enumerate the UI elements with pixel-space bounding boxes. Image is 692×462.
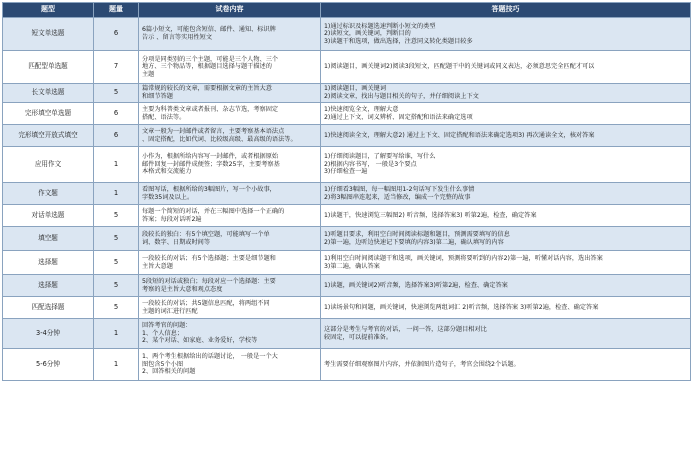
cell-tips bbox=[321, 183, 691, 205]
table-row bbox=[3, 84, 691, 103]
content-line: 告示 、留言等实用性短文 bbox=[142, 34, 213, 41]
cell-tips bbox=[321, 51, 691, 84]
content-line: 看图写话，根据所给的3幅图片，写一个小故事， bbox=[142, 185, 276, 193]
tips-line: 2)阅读文章，找出与题目相关的句子，并仔细阅读上下文 bbox=[324, 93, 479, 100]
content-line: 篇常规的较长的文章，需要根据文章的主旨大意 bbox=[142, 85, 272, 93]
tips-line: 2)第一遍，边听边快速记下要填的内容3)第二遍，确认填写的内容 bbox=[324, 238, 504, 246]
cell-type: 选择题 bbox=[3, 275, 94, 297]
header-type: 题型 bbox=[3, 3, 94, 18]
cell-count: 1 bbox=[94, 349, 139, 381]
cell-type: 匹配型单选题 bbox=[3, 51, 94, 84]
cell-tips bbox=[321, 319, 691, 349]
content-line: 和细节答题 bbox=[142, 93, 173, 100]
header-tips: 答题技巧 bbox=[321, 3, 691, 18]
content-line: 考察的是主旨大意和观点态度 bbox=[142, 285, 223, 293]
tips-line: 1)仔细阅读题目，了解要写给谁，写什么 bbox=[324, 153, 436, 161]
content-line: 2、某个对话、如家庭、业务爱好，学校等 bbox=[142, 337, 258, 345]
content-line: 2、回答相关的问题 bbox=[142, 368, 196, 376]
cell-content bbox=[139, 51, 321, 84]
cell-type: 长文单选题 bbox=[3, 84, 94, 103]
cell-content bbox=[139, 275, 321, 297]
content-line: 、固定搭配，比如代词、比较级高级、最高级的语法等。 bbox=[142, 135, 297, 143]
cell-count: 5 bbox=[94, 297, 139, 319]
content-line: 分项是同类别的三个主题，可能是三个人物、三个 bbox=[142, 55, 279, 63]
header-row bbox=[3, 3, 691, 18]
content-line: 主要为科普类文章或者报刊、杂志节选，考察固定 bbox=[142, 105, 279, 113]
table-row bbox=[3, 205, 691, 227]
cell-count: 5 bbox=[94, 205, 139, 227]
cell-content bbox=[139, 18, 321, 51]
content-line: 地方、三个物品等，根据题目选择与题干描述的 bbox=[142, 63, 272, 71]
cell-type: 应用作文 bbox=[3, 147, 94, 183]
table-row bbox=[3, 147, 691, 183]
tips-line: 考生需要仔细观察图片内容，并依据图片造句子，考官会围绕2个话题。 bbox=[324, 360, 520, 368]
cell-content bbox=[139, 103, 321, 125]
cell-count: 5 bbox=[94, 275, 139, 297]
tips-line: 1)仔细看3幅图，每一幅图用1-2句话写下发生什么事情 bbox=[324, 185, 475, 193]
tips-line: 2)根据内容书写， 一般是3个要点 bbox=[324, 160, 417, 168]
tips-line: 1)阅读题目，画关键词2)阅读3段短文，匹配题干中的关键词或同义表达，必须意思完全匹配才可以 bbox=[324, 63, 595, 71]
content-line: 主题的词汇进行匹配 bbox=[142, 307, 198, 315]
exam-table-wrapper bbox=[2, 2, 690, 381]
content-line: 小作为，根据所给内容写一封邮件，或者根据原始 bbox=[142, 153, 279, 161]
cell-tips bbox=[321, 125, 691, 147]
content-line: 1、个人信息； bbox=[142, 329, 184, 337]
table-row bbox=[3, 125, 691, 147]
content-line: 文章一般为一封邮件或者留言，主要考察基本语法点 bbox=[142, 127, 285, 135]
cell-content bbox=[139, 227, 321, 251]
cell-type: 短文单选题 bbox=[3, 18, 94, 51]
cell-count: 1 bbox=[94, 319, 139, 349]
table-row bbox=[3, 183, 691, 205]
content-line: 本格式和交流能力 bbox=[142, 168, 192, 176]
tips-line: 2)通过上下文、词义辨析、固定搭配和语法来确定选项 bbox=[324, 113, 473, 121]
content-line: 词、数字、日期或时间等 bbox=[142, 238, 211, 246]
cell-content bbox=[139, 297, 321, 319]
cell-content bbox=[139, 84, 321, 103]
tips-line: 1)快速阅读全文，理解大意2) 通过上下文、固定搭配和语法来确定选项3) 再次通读全文，核对答案 bbox=[324, 131, 595, 139]
tips-line: 3)第二遍，确认答案 bbox=[324, 262, 380, 270]
cell-content bbox=[139, 147, 321, 183]
content-line: 每题一个简短的对话，并在三幅图中选择一个正确的 bbox=[142, 207, 285, 215]
table-row bbox=[3, 18, 691, 51]
tips-line: 3)仔细检查一遍 bbox=[324, 168, 368, 176]
cell-tips bbox=[321, 103, 691, 125]
content-line: 一段较长的对话；共5题信息匹配，将两组不同 bbox=[142, 299, 270, 307]
cell-count: 1 bbox=[94, 183, 139, 205]
cell-type: 3-4分钟 bbox=[3, 319, 94, 349]
cell-tips bbox=[321, 251, 691, 275]
content-line: 6篇小短文，可能包含短信、邮件、通知、标识牌 bbox=[142, 26, 276, 34]
tips-line: 3)读题干和选项，做出选择，注意同义转化类题目较多 bbox=[324, 37, 473, 45]
content-line: 图包含5个小图 bbox=[142, 360, 184, 368]
tips-line: 1)读题，画关键词2)听音频，选择答案3)听第2遍，检查、确定答案 bbox=[324, 281, 508, 289]
cell-type: 对话单选题 bbox=[3, 205, 94, 227]
header-count: 题量 bbox=[94, 3, 139, 18]
content-line: 邮件回复一封邮件成便签；字数25字，主要考察基 bbox=[142, 160, 280, 168]
cell-type: 作文题 bbox=[3, 183, 94, 205]
cell-tips bbox=[321, 84, 691, 103]
tips-line: 1)读题干，快速浏览三幅图2) 听音频，选择答案3) 听第2遍，检查，确定答案 bbox=[324, 211, 537, 219]
content-line: 1、两个考生根据给出的话题讨论， 一般是一个大 bbox=[142, 353, 278, 361]
tips-line: 1)通过标识及标题选速判断小短文的类型 bbox=[324, 22, 436, 30]
tips-line: 1)听题目要求，利用空白时间阅读标题和题目，预测需要填写的信息 bbox=[324, 230, 510, 238]
cell-content bbox=[139, 183, 321, 205]
table-row bbox=[3, 251, 691, 275]
cell-tips bbox=[321, 147, 691, 183]
tips-line: 较固定，可以提前准备。 bbox=[324, 333, 393, 341]
cell-count: 5 bbox=[94, 227, 139, 251]
cell-count: 6 bbox=[94, 125, 139, 147]
cell-content bbox=[139, 205, 321, 227]
cell-type: 选择题 bbox=[3, 251, 94, 275]
table-row bbox=[3, 349, 691, 381]
table-row bbox=[3, 319, 691, 349]
tips-line: 1)快速阅览全文，理解大意 bbox=[324, 105, 399, 113]
content-line: 主题 bbox=[142, 70, 155, 78]
cell-content bbox=[139, 125, 321, 147]
tips-line: 1)阅读题目，画关键词 bbox=[324, 85, 387, 93]
cell-tips bbox=[321, 205, 691, 227]
cell-content bbox=[139, 319, 321, 349]
cell-count: 1 bbox=[94, 147, 139, 183]
table-row bbox=[3, 297, 691, 319]
cell-tips bbox=[321, 349, 691, 381]
cell-type: 完形填空单选题 bbox=[3, 103, 94, 125]
content-line: 5段短的对话或独白；每段对应一个选择题：主要 bbox=[142, 277, 276, 285]
cell-tips bbox=[321, 18, 691, 51]
header-content: 试卷内容 bbox=[139, 3, 321, 18]
table-row bbox=[3, 51, 691, 84]
cell-count: 7 bbox=[94, 51, 139, 84]
content-line: 答案；每段对话听2遍 bbox=[142, 215, 202, 223]
cell-type: 匹配选择题 bbox=[3, 297, 94, 319]
content-line: 搭配、语法等。 bbox=[142, 113, 186, 121]
content-line: 字数35词及以上。 bbox=[142, 193, 194, 201]
cell-count: 5 bbox=[94, 251, 139, 275]
tips-line: 1)读场景句和问题，画关键词，快速浏览两组词汇 2)听音频，选择答案 3)听第2遍，检查、确定答案 bbox=[324, 303, 599, 311]
table-row bbox=[3, 275, 691, 297]
cell-count: 6 bbox=[94, 103, 139, 125]
table-body bbox=[3, 18, 691, 381]
cell-content bbox=[139, 349, 321, 381]
tips-line: 这部分是考生与考官的对话， 一问一答，这部分题目相对比 bbox=[324, 325, 487, 333]
content-line: 回答考官的问题： bbox=[142, 322, 192, 330]
table-row bbox=[3, 103, 691, 125]
tips-line: 2)读短文，画关键词，判断目的 bbox=[324, 30, 411, 38]
cell-tips bbox=[321, 227, 691, 251]
cell-type: 5-6分钟 bbox=[3, 349, 94, 381]
cell-tips bbox=[321, 297, 691, 319]
cell-content bbox=[139, 251, 321, 275]
cell-type: 完形填空开放式填空 bbox=[3, 125, 94, 147]
content-line: 一段较长的对话；有5个选择题；主要是细节题和 bbox=[142, 254, 276, 262]
tips-line: 1)利用空白时间阅读题干和选项，画关键词，预测将要听到的内容2)第一遍，听懂对话内容，选出答案 bbox=[324, 254, 603, 262]
table-row bbox=[3, 227, 691, 251]
cell-count: 6 bbox=[94, 18, 139, 51]
exam-format-table bbox=[2, 2, 691, 381]
content-line: 主旨大意题 bbox=[142, 262, 173, 270]
content-line: 段较长的独白：有5个填空题，可能填写一个单 bbox=[142, 230, 270, 238]
cell-count: 5 bbox=[94, 84, 139, 103]
cell-type: 填空题 bbox=[3, 227, 94, 251]
cell-tips bbox=[321, 275, 691, 297]
tips-line: 2)将3幅图串连起来，适当修改，编成一个完整的故事 bbox=[324, 193, 471, 201]
